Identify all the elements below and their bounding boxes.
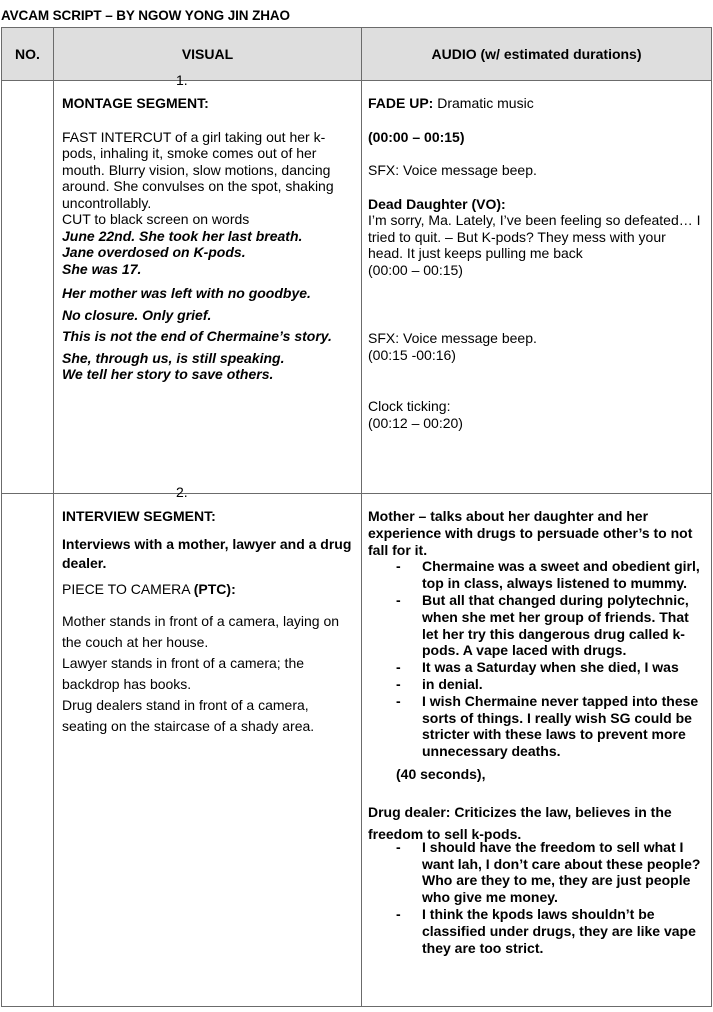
segment-number: 2.: [176, 484, 188, 500]
onscreen-line: Her mother was left with no goodbye.: [62, 285, 311, 301]
visual-description: FAST INTERCUT of a girl taking out her k-pods, inhaling it, smoke comes out of her mouth. Blurry vision, slow motions, dancing around. She convulses on the spot, shaking uncontrollably.: [62, 128, 334, 211]
ptc-drug-dealer: Drug dealers stand in front of a camera, seating on the staircase of a shady area.: [62, 697, 315, 734]
ptc-label: PIECE TO CAMERA (PTC):: [62, 581, 236, 597]
vo-text: I’m sorry, Ma. Lately, I’ve been feeling so defeated… I tried to quit. – But K-pods? They mess with your head. It just keeps pulling me back: [368, 212, 701, 261]
fade-duration: (00:00 – 00:15): [368, 128, 465, 145]
header-no: NO.: [2, 28, 54, 81]
list-item: - I think the kpods laws shouldn’t be classified under drugs, they are like vape they are too strict.: [396, 905, 696, 956]
table-row: [2, 81, 712, 494]
onscreen-line: She, through us, is still speaking.: [62, 349, 285, 366]
sfx-line: SFX: Voice message beep.: [368, 162, 537, 178]
onscreen-line: We tell her story to save others.: [62, 366, 274, 382]
dealer-intro: Drug dealer: Criticizes the law, believes in the freedom to sell k-pods.: [368, 803, 672, 842]
onscreen-line: This is not the end of Chermaine’s story.: [62, 328, 332, 344]
clock-duration: (00:12 – 00:20): [368, 414, 463, 431]
fade-up-line: FADE UP: Dramatic music: [368, 95, 534, 111]
row-number-cell: [2, 494, 54, 1007]
header-audio: AUDIO (w/ estimated durations): [362, 28, 712, 81]
cut-instruction: CUT to black screen on words: [62, 211, 250, 227]
row-number-cell: [2, 81, 54, 494]
ptc-mother: Mother stands in front of a camera, laying on the couch at her house.: [62, 613, 340, 650]
header-visual: VISUAL: [54, 28, 362, 81]
script-table: [1, 27, 712, 1007]
mother-quotes-list: [368, 558, 703, 760]
sfx-line: SFX: Voice message beep.: [368, 330, 537, 346]
document-title: AVCAM SCRIPT – BY NGOW YONG JIN ZHAO: [1, 8, 290, 23]
sfx-duration: (00:15 -00:16): [368, 346, 456, 363]
list-item: - I should have the freedom to sell what I want lah, I don’t care about these people? Who are they to me, they are just people who give me money.: [396, 838, 701, 906]
mother-intro: Mother – talks about her daughter and her experience with drugs to persuade other’s to not fall for it.: [368, 508, 693, 558]
list-item: - But all that changed during polytechnic, when she met her group of friends. That let her try this dangerous drug called k-pods. A vape laced with drugs.: [396, 591, 689, 659]
onscreen-line: She was 17.: [62, 260, 142, 277]
segment-number: 1.: [176, 72, 188, 88]
onscreen-line: No closure. Only grief.: [62, 306, 212, 323]
segment-heading: MONTAGE SEGMENT:: [62, 95, 209, 111]
audio-cell: [362, 494, 712, 1007]
ptc-lawyer: Lawyer stands in front of a camera; the backdrop has books.: [62, 655, 305, 692]
vo-duration: (00:00 – 00:15): [368, 261, 463, 278]
dealer-quotes-list: [368, 839, 703, 957]
list-item: - I wish Chermaine never tapped into these sorts of things. I really wish SG could be stricter with these laws to prevent more unnecessary deaths.: [396, 692, 699, 760]
table-header-row: [2, 28, 712, 81]
vo-label: Dead Daughter (VO):: [368, 195, 506, 212]
list-item: - Chermaine was a sweet and obedient girl, top in class, always listened to mummy.: [396, 558, 700, 592]
list-item: - It was a Saturday when she died, I was: [396, 659, 679, 676]
onscreen-line: Jane overdosed on K-pods.: [62, 244, 246, 260]
segment-subheading: Interviews with a mother, lawyer and a drug dealer.: [62, 536, 352, 571]
clock-ticking-line: Clock ticking:: [368, 398, 451, 414]
visual-cell: [54, 484, 362, 1007]
onscreen-line: June 22nd. She took her last breath.: [62, 227, 303, 244]
list-item: - in denial.: [396, 675, 483, 692]
table-row: [2, 494, 712, 1007]
segment-heading: INTERVIEW SEGMENT:: [62, 508, 216, 524]
mother-duration: (40 seconds),: [396, 765, 486, 782]
audio-cell: [362, 81, 712, 494]
visual-cell: [54, 72, 362, 494]
